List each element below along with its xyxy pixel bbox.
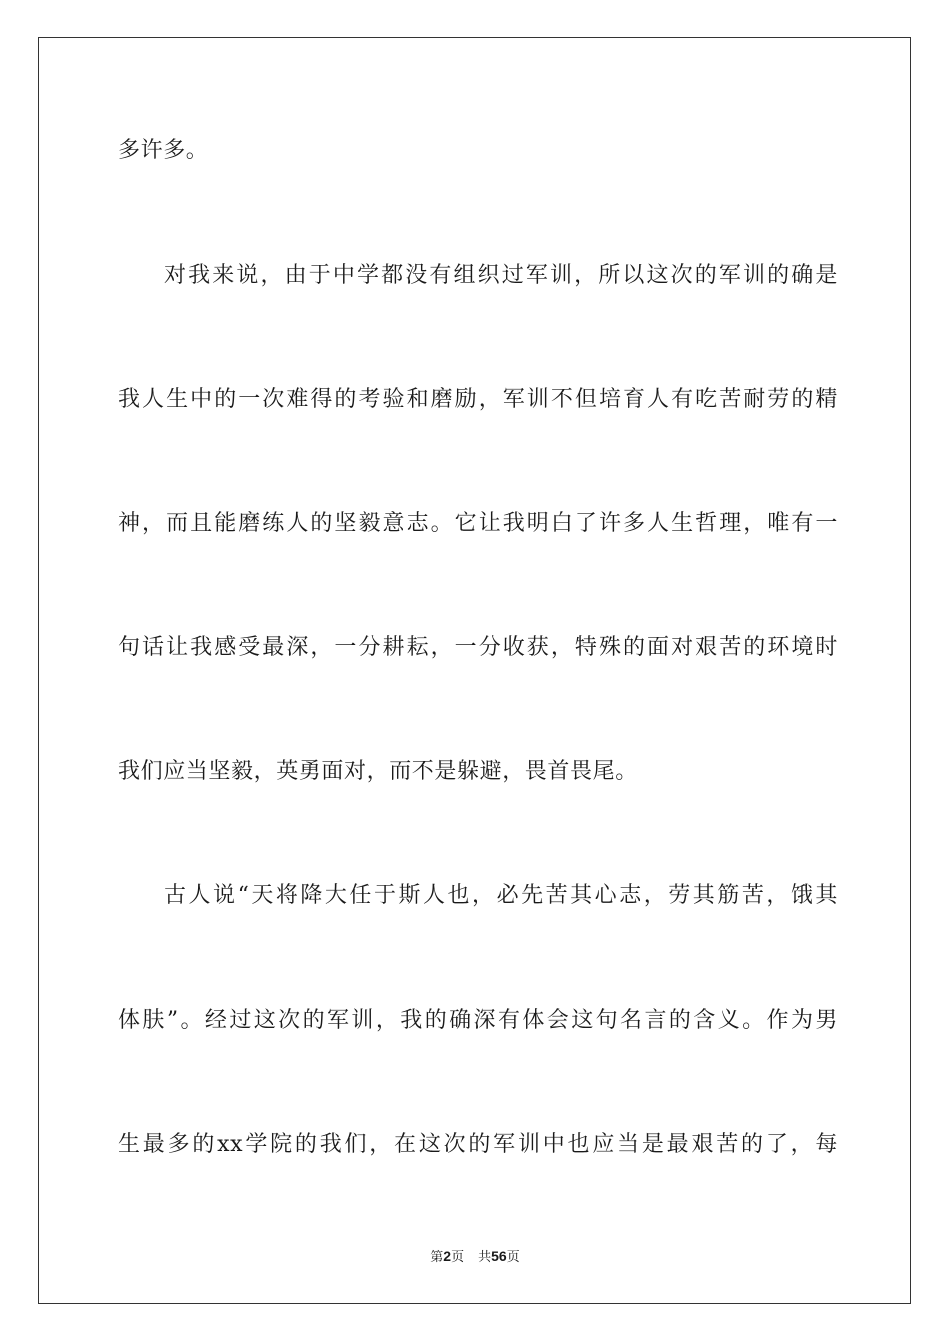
text-line-2: 对我来说，由于中学都没有组织过军训，所以这次的军训的确是 <box>164 263 838 288</box>
total-prefix: 共 <box>478 1250 492 1265</box>
total-suffix: 页 <box>506 1250 520 1265</box>
text-line-5: 句话让我感受最深，一分耕耘，一分收获，特殊的面对艰苦的环境时 <box>118 635 838 660</box>
page-prefix: 第 <box>430 1250 444 1265</box>
text-line-7: 古人说“天将降大任于斯人也，必先苦其心志，劳其筋苦，饿其 <box>164 883 838 908</box>
text-line-6: 我们应当坚毅，英勇面对，而不是躲避，畏首畏尾。 <box>118 759 638 784</box>
page-suffix: 页 <box>451 1250 465 1265</box>
text-line-4: 神，而且能磨练人的坚毅意志。它让我明白了许多人生哲理，唯有一 <box>118 511 838 536</box>
text-line-1: 多许多。 <box>118 138 209 163</box>
text-line-8: 体肤”。经过这次的军训，我的确深有体会这句名言的含义。作为男 <box>118 1008 838 1033</box>
page-border <box>38 37 911 1304</box>
page-number: 2 <box>443 1248 452 1264</box>
text-line-9: 生最多的xx学院的我们，在这次的军训中也应当是最艰苦的了，每 <box>118 1132 838 1157</box>
text-line-3: 我人生中的一次难得的考验和磨励，军训不但培育人有吃苦耐劳的精 <box>118 387 838 412</box>
total-pages: 56 <box>491 1248 507 1264</box>
page-footer <box>0 1247 950 1267</box>
